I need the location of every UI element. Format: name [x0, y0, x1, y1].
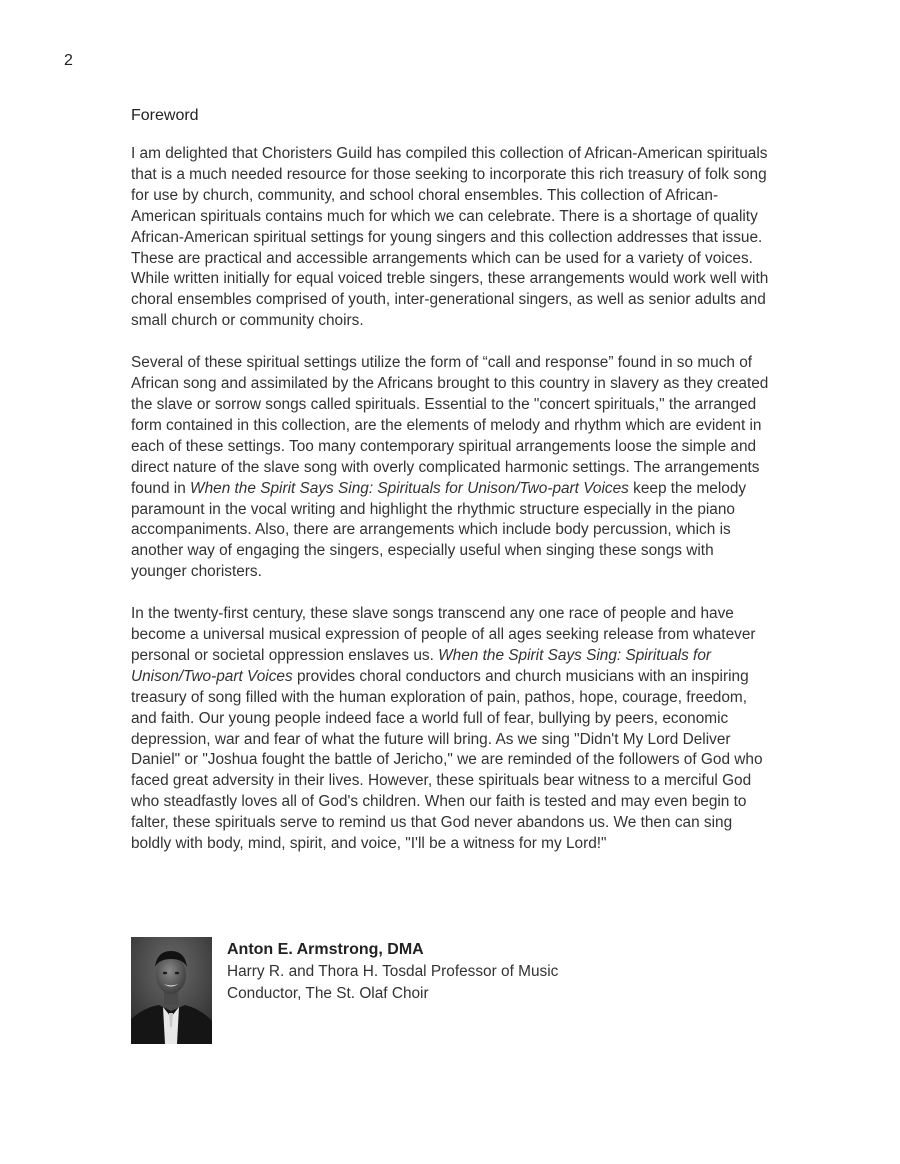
text-run: Several of these spiritual settings utilize the form of “call and response” found in so much of African song and assimilated by the Africans brought to this country in slavery as they created the slave or sorrow songs called spirituals. Essential to the "concert spirituals," the arranged form contained in this collection, are the elements of melody and rhythm which are evident in each of these settings. Too many contemporary spiritual arrangements loose the simple and direct nature of the slave song with overly complicated harmonic settings. The arrangements found in [131, 354, 769, 497]
text-run: In the twenty-first century, these slave songs transcend any one race of people and have become a universal musical expression of people of all ages seeking release from whatever personal or societal oppression enslaves us. [131, 605, 756, 664]
author-name: Anton E. Armstrong, DMA [227, 941, 424, 958]
portrait-image [131, 937, 212, 1044]
book-title-italic: When the Spirit Says Sing: Spirituals for Unison/Two-part Voices [190, 479, 629, 497]
text-run: I am delighted that Choristers Guild has compiled this collection of African-American spirituals that is a much needed resource for those seeking to incorporate this rich treasury of folk song for use by church, community, and school choral ensembles. This collection of African-American spirituals contains much for which we can celebrate. There is a shortage of quality African-American spiritual settings for young singers and this collection addresses that issue. These are practical and accessible arrangements which can be used for a variety of voices. While written initially for equal voiced treble singers, these arrangements would work well with choral ensembles comprised of youth, inter-generational singers, as well as senior adults and small church or community choirs. [131, 145, 769, 330]
paragraph-2 [131, 353, 771, 583]
paragraph-3 [131, 604, 771, 855]
foreword-body [131, 106, 771, 876]
page-number: 2 [64, 52, 73, 69]
signature-text [227, 939, 558, 1005]
author-title: Harry R. and Thora H. Tosdal Professor of Music [227, 963, 559, 980]
text-run: keep the melody paramount in the vocal writing and highlight the rhythmic structure especially in the piano accompaniments. Also, there are arrangements which include body percussion, which is another way of engaging the singers, especially useful when singing these songs with younger choristers. [131, 479, 747, 581]
signature-block [131, 937, 771, 1047]
author-role: Conductor, The St. Olaf Choir [227, 985, 429, 1002]
text-run: provides choral conductors and church musicians with an inspiring treasury of song filled with the human exploration of pain, pathos, hope, courage, freedom, and faith. Our young people indeed face a world full of fear, bullying by peers, economic depression, war and fear of what the future will bring. As we sing "Didn't My Lord Deliver Daniel" or "Joshua fought the battle of Jericho," we are reminded of the followers of God who faced great adversity in their lives. However, these spirituals bear witness to a merciful God who steadfastly loves all of God's children. When our faith is tested and may even begin to falter, these spirituals serve to remind us that God never abandons us. We then can sing boldly with body, mind, spirit, and voice, "I'll be a witness for my Lord!" [131, 667, 763, 853]
paragraph-1 [131, 144, 771, 332]
page-title: Foreword [131, 107, 199, 124]
author-portrait [131, 937, 212, 1044]
book-title-italic: When the Spirit Says Sing: Spirituals for Unison/Two-part Voices [131, 646, 712, 685]
